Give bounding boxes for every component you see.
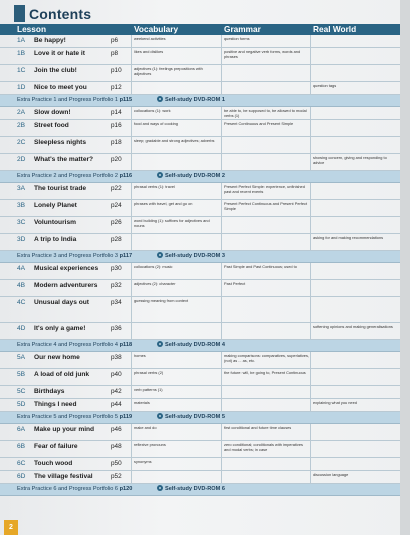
lesson-title: Nice to meet you [34, 84, 87, 91]
grammar-cell: question forms [224, 36, 250, 41]
table-row[interactable] [0, 200, 400, 217]
dvd-rom-link[interactable] [157, 95, 225, 106]
lesson-code: 1D [17, 84, 26, 91]
table-row[interactable] [0, 280, 400, 297]
column-divider [310, 107, 311, 119]
column-divider [310, 137, 311, 153]
vocabulary-cell: guessing meaning from context [134, 298, 189, 303]
lesson-page: p52 [111, 473, 122, 480]
column-divider [310, 352, 311, 368]
column-divider [310, 471, 311, 483]
vocabulary-cell: likes and dislikes [134, 49, 164, 54]
vocabulary-cell: collocations (2): music [134, 264, 173, 269]
extra-practice-label [17, 251, 132, 262]
column-divider [221, 386, 222, 398]
extra-practice-row[interactable] [0, 484, 400, 496]
column-divider [221, 263, 222, 279]
dvd-icon [157, 252, 163, 258]
dvd-rom-link[interactable] [157, 412, 225, 423]
lesson-code: 3B [17, 202, 26, 209]
lesson-page: p48 [111, 443, 122, 450]
column-divider [131, 137, 132, 153]
lesson-code: 6A [17, 426, 26, 433]
vocabulary-cell: phrases with travel, get and go on [134, 201, 193, 206]
dvd-rom-link[interactable] [157, 251, 225, 262]
lesson-page: p8 [111, 50, 119, 57]
lesson-code: 6C [17, 460, 26, 467]
column-divider [310, 120, 311, 136]
table-row[interactable] [0, 120, 400, 137]
extra-practice-row[interactable] [0, 340, 400, 352]
column-divider [131, 352, 132, 368]
column-divider [131, 65, 132, 81]
column-divider [131, 399, 132, 411]
lesson-title: Touch wood [34, 460, 73, 467]
real-world-cell: showing concern, giving and responding to advice [313, 155, 387, 165]
column-divider [131, 424, 132, 440]
lesson-code: 4C [17, 299, 26, 306]
table-row[interactable] [0, 424, 400, 441]
column-divider [131, 183, 132, 199]
lesson-title: Modern adventurers [34, 282, 98, 289]
lesson-page: p16 [111, 122, 122, 129]
extra-practice-text: Extra Practice 1 and Progress Portfolio 1 [17, 97, 119, 103]
column-divider [131, 217, 132, 233]
dvd-rom-label: Self-study DVD-ROM 5 [165, 414, 225, 420]
column-divider [221, 234, 222, 250]
dvd-rom-label: Self-study DVD-ROM 4 [165, 342, 225, 348]
vocabulary-cell: weekend activities [134, 36, 166, 41]
column-divider [131, 263, 132, 279]
dvd-rom-label: Self-study DVD-ROM 3 [165, 253, 225, 259]
lesson-code: 2A [17, 109, 26, 116]
grammar-cell: Present Perfect Continuous and Present Perfect Simple [224, 201, 308, 211]
lesson-title: Birthdays [34, 388, 65, 395]
vocabulary-cell: make and do [134, 425, 157, 430]
column-divider [221, 65, 222, 81]
lesson-page: p32 [111, 282, 122, 289]
lesson-title: Be happy! [34, 37, 66, 44]
lesson-code: 2B [17, 122, 26, 129]
lesson-page: p6 [111, 37, 119, 44]
extra-practice-row[interactable] [0, 251, 400, 263]
lesson-code: 5D [17, 401, 26, 408]
extra-practice-text: Extra Practice 3 and Progress Portfolio 3 [17, 253, 119, 259]
extra-practice-page: p117 [119, 253, 133, 259]
page-number: 2 [4, 520, 18, 535]
table-row[interactable] [0, 441, 400, 458]
column-divider [131, 280, 132, 296]
column-divider [221, 369, 222, 385]
lesson-title: A load of old junk [34, 371, 90, 378]
table-row[interactable] [0, 297, 400, 323]
lesson-page: p22 [111, 185, 122, 192]
column-divider [310, 82, 311, 94]
table-row[interactable] [0, 263, 400, 280]
column-divider [221, 82, 222, 94]
dvd-rom-label: Self-study DVD-ROM 6 [165, 486, 225, 492]
column-divider [131, 154, 132, 170]
column-divider [310, 35, 311, 47]
dvd-icon [157, 172, 163, 178]
grammar-cell: Past Simple and Past Continuous; used to [224, 264, 297, 269]
extra-practice-page: p120 [119, 486, 133, 492]
lesson-page: p38 [111, 354, 122, 361]
page-edge [400, 0, 410, 535]
column-divider [310, 441, 311, 457]
table-row[interactable] [0, 107, 400, 120]
table-header [0, 24, 400, 35]
column-divider [221, 280, 222, 296]
lesson-title: Voluntourism [34, 219, 77, 226]
lesson-title: Street food [34, 122, 69, 129]
column-divider [131, 458, 132, 470]
table-row[interactable] [0, 137, 400, 154]
lesson-code: 3D [17, 236, 26, 243]
dvd-icon [157, 341, 163, 347]
column-divider [221, 120, 222, 136]
column-divider [221, 137, 222, 153]
lesson-page: p10 [111, 67, 122, 74]
extra-practice-row[interactable] [0, 171, 400, 183]
column-divider [310, 154, 311, 170]
column-divider [310, 424, 311, 440]
column-divider [221, 441, 222, 457]
lesson-title: Fear of failure [34, 443, 78, 450]
lesson-page: p36 [111, 325, 122, 332]
table-row[interactable] [0, 35, 400, 48]
lesson-page: p14 [111, 109, 122, 116]
column-divider [310, 183, 311, 199]
real-world-cell: softening opinions and making generalisations [313, 324, 393, 329]
column-divider [221, 154, 222, 170]
grammar-cell: be able to, be supposed to, be allowed to modal verbs (1) [224, 108, 307, 118]
lesson-title: The village festival [34, 473, 93, 480]
column-divider [221, 352, 222, 368]
extra-practice-row[interactable] [0, 412, 400, 424]
title-accent-block [14, 5, 25, 22]
table-row[interactable] [0, 234, 400, 251]
page-title: Contents [29, 5, 92, 22]
lesson-title: Things I need [34, 401, 77, 408]
dvd-rom-label: Self-study DVD-ROM 2 [165, 173, 225, 179]
table-row[interactable] [0, 183, 400, 200]
column-divider [221, 217, 222, 233]
column-divider [310, 280, 311, 296]
grammar-cell: Past Perfect [224, 281, 246, 286]
lesson-code: 4A [17, 265, 26, 272]
real-world-cell: explaining what you need [313, 400, 357, 405]
table-row[interactable] [0, 48, 400, 65]
extra-practice-text: Extra Practice 2 and Progress Portfolio 2 [17, 173, 119, 179]
column-divider [221, 107, 222, 119]
extra-practice-text: Extra Practice 6 and Progress Portfolio 6 [17, 486, 119, 492]
table-row[interactable] [0, 82, 400, 95]
column-divider [310, 200, 311, 216]
table-row[interactable] [0, 471, 400, 484]
column-divider [221, 183, 222, 199]
lesson-page: p46 [111, 426, 122, 433]
column-divider [310, 65, 311, 81]
lesson-title: A trip to India [34, 236, 77, 243]
extra-practice-page: p119 [119, 414, 133, 420]
extra-practice-page: p115 [119, 97, 133, 103]
lesson-code: 1B [17, 50, 26, 57]
column-divider [131, 471, 132, 483]
vocabulary-cell: adjectives (1): feelings prepositions with adjectives [134, 66, 203, 76]
real-world-cell: discussion language [313, 472, 349, 477]
column-divider [221, 35, 222, 47]
lesson-code: 5C [17, 388, 26, 395]
extra-practice-label [17, 171, 132, 182]
vocabulary-cell: homes [134, 353, 146, 358]
column-divider [221, 424, 222, 440]
lesson-page: p28 [111, 236, 122, 243]
column-divider [131, 234, 132, 250]
extra-practice-row[interactable] [0, 95, 400, 107]
dvd-rom-link[interactable] [157, 171, 225, 182]
dvd-icon [157, 413, 163, 419]
lesson-code: 1C [17, 67, 26, 74]
grammar-cell: Present Continuous and Present Simple [224, 121, 294, 126]
extra-practice-label [17, 484, 132, 495]
lesson-page: p44 [111, 401, 122, 408]
vocabulary-cell: synonyms [134, 459, 152, 464]
lesson-page: p24 [111, 202, 122, 209]
header-vocabulary: Vocabulary [134, 24, 179, 34]
column-divider [221, 399, 222, 411]
lesson-page: p18 [111, 139, 122, 146]
column-divider [310, 48, 311, 64]
real-world-cell: question tags [313, 83, 337, 88]
column-divider [221, 458, 222, 470]
grammar-cell: making comparisons: comparatives, superlatives, (not) as ... as, etc. [224, 353, 309, 363]
vocabulary-cell: reflexive pronouns [134, 442, 166, 447]
table-row[interactable] [0, 65, 400, 82]
lesson-page: p50 [111, 460, 122, 467]
vocabulary-cell: adjectives (2): character [134, 281, 176, 286]
lesson-code: 2D [17, 156, 26, 163]
column-divider [310, 263, 311, 279]
real-world-cell: asking for and making recommendations [313, 235, 384, 240]
lesson-page: p12 [111, 84, 122, 91]
column-divider [310, 234, 311, 250]
extra-practice-label [17, 412, 132, 423]
lesson-code: 1A [17, 37, 26, 44]
column-divider [131, 35, 132, 47]
grammar-cell: first conditional and future time clauses [224, 425, 292, 430]
table-row[interactable] [0, 386, 400, 399]
table-row[interactable] [0, 323, 400, 340]
dvd-rom-link[interactable] [157, 484, 225, 495]
extra-practice-label [17, 95, 132, 106]
column-divider [131, 82, 132, 94]
vocabulary-cell: materials [134, 400, 150, 405]
column-divider [310, 217, 311, 233]
lesson-title: Make up your mind [34, 426, 95, 433]
column-divider [131, 297, 132, 322]
vocabulary-cell: collocations (1): work [134, 108, 171, 113]
column-divider [221, 48, 222, 64]
column-divider [131, 107, 132, 119]
column-divider [310, 369, 311, 385]
column-divider [131, 441, 132, 457]
column-divider [310, 386, 311, 398]
dvd-rom-link[interactable] [157, 340, 225, 351]
lesson-code: 3C [17, 219, 26, 226]
extra-practice-text: Extra Practice 5 and Progress Portfolio 5 [17, 414, 119, 420]
column-divider [131, 323, 132, 339]
vocabulary-cell: word building (1): suffixes for adjectives and nouns [134, 218, 210, 228]
contents-table [0, 35, 400, 496]
column-divider [131, 48, 132, 64]
dvd-icon [157, 96, 163, 102]
lesson-title: Our new home [34, 354, 80, 361]
lesson-page: p34 [111, 299, 122, 306]
dvd-rom-label: Self-study DVD-ROM 1 [165, 97, 225, 103]
grammar-cell: positive and negative verb forms, words and phrases [224, 49, 301, 59]
column-divider [221, 471, 222, 483]
lesson-code: 3A [17, 185, 26, 192]
lesson-code: 4D [17, 325, 26, 332]
lesson-code: 6D [17, 473, 26, 480]
column-divider [310, 458, 311, 470]
table-row[interactable] [0, 217, 400, 234]
table-row[interactable] [0, 352, 400, 369]
lesson-title: Sleepless nights [34, 139, 87, 146]
grammar-cell: the future: will, be going to, Present Continuous [224, 370, 306, 375]
lesson-page: p30 [111, 265, 122, 272]
column-divider [310, 399, 311, 411]
lesson-code: 5B [17, 371, 26, 378]
lesson-title: Join the club! [34, 67, 77, 74]
vocabulary-cell: phrasal verbs (1): travel [134, 184, 175, 189]
lesson-code: 6B [17, 443, 26, 450]
lesson-title: Love it or hate it [34, 50, 85, 57]
lesson-title: Musical experiences [34, 265, 99, 272]
lesson-title: The tourist trade [34, 185, 87, 192]
column-divider [131, 120, 132, 136]
lesson-code: 2C [17, 139, 26, 146]
column-divider [131, 369, 132, 385]
table-row[interactable] [0, 399, 400, 412]
header-real-world: Real World [313, 24, 357, 34]
lesson-title: Unusual days out [34, 299, 89, 306]
lesson-title: What's the matter? [34, 156, 94, 163]
column-divider [221, 323, 222, 339]
table-row[interactable] [0, 369, 400, 386]
header-lesson: Lesson [17, 24, 47, 34]
lesson-page: p40 [111, 371, 122, 378]
column-divider [131, 200, 132, 216]
vocabulary-cell: phrasal verbs (2) [134, 370, 164, 375]
grammar-cell: zero conditional; conditionals with imperatives and modal verbs; in case [224, 442, 303, 452]
lesson-title: Lonely Planet [34, 202, 77, 209]
lesson-title: It's only a game! [34, 325, 86, 332]
vocabulary-cell: sleep; gradable and strong adjectives; adverbs [134, 138, 215, 143]
lesson-title: Slow down! [34, 109, 71, 116]
table-row[interactable] [0, 458, 400, 471]
lesson-code: 4B [17, 282, 26, 289]
extra-practice-text: Extra Practice 4 and Progress Portfolio 4 [17, 342, 119, 348]
column-divider [221, 200, 222, 216]
grammar-cell: Present Perfect Simple: experience, unfinished past and recent events [224, 184, 305, 194]
column-divider [310, 323, 311, 339]
extra-practice-label [17, 340, 132, 351]
title-bar [0, 4, 400, 23]
table-row[interactable] [0, 154, 400, 171]
lesson-page: p26 [111, 219, 122, 226]
column-divider [131, 386, 132, 398]
vocabulary-cell: food and ways of cooking [134, 121, 178, 126]
vocabulary-cell: verb patterns (1) [134, 387, 163, 392]
header-grammar: Grammar [224, 24, 261, 34]
column-divider [221, 297, 222, 322]
extra-practice-page: p116 [119, 173, 133, 179]
lesson-code: 5A [17, 354, 26, 361]
column-divider [310, 297, 311, 322]
extra-practice-page: p118 [119, 342, 133, 348]
lesson-page: p20 [111, 156, 122, 163]
dvd-icon [157, 485, 163, 491]
lesson-page: p42 [111, 388, 122, 395]
